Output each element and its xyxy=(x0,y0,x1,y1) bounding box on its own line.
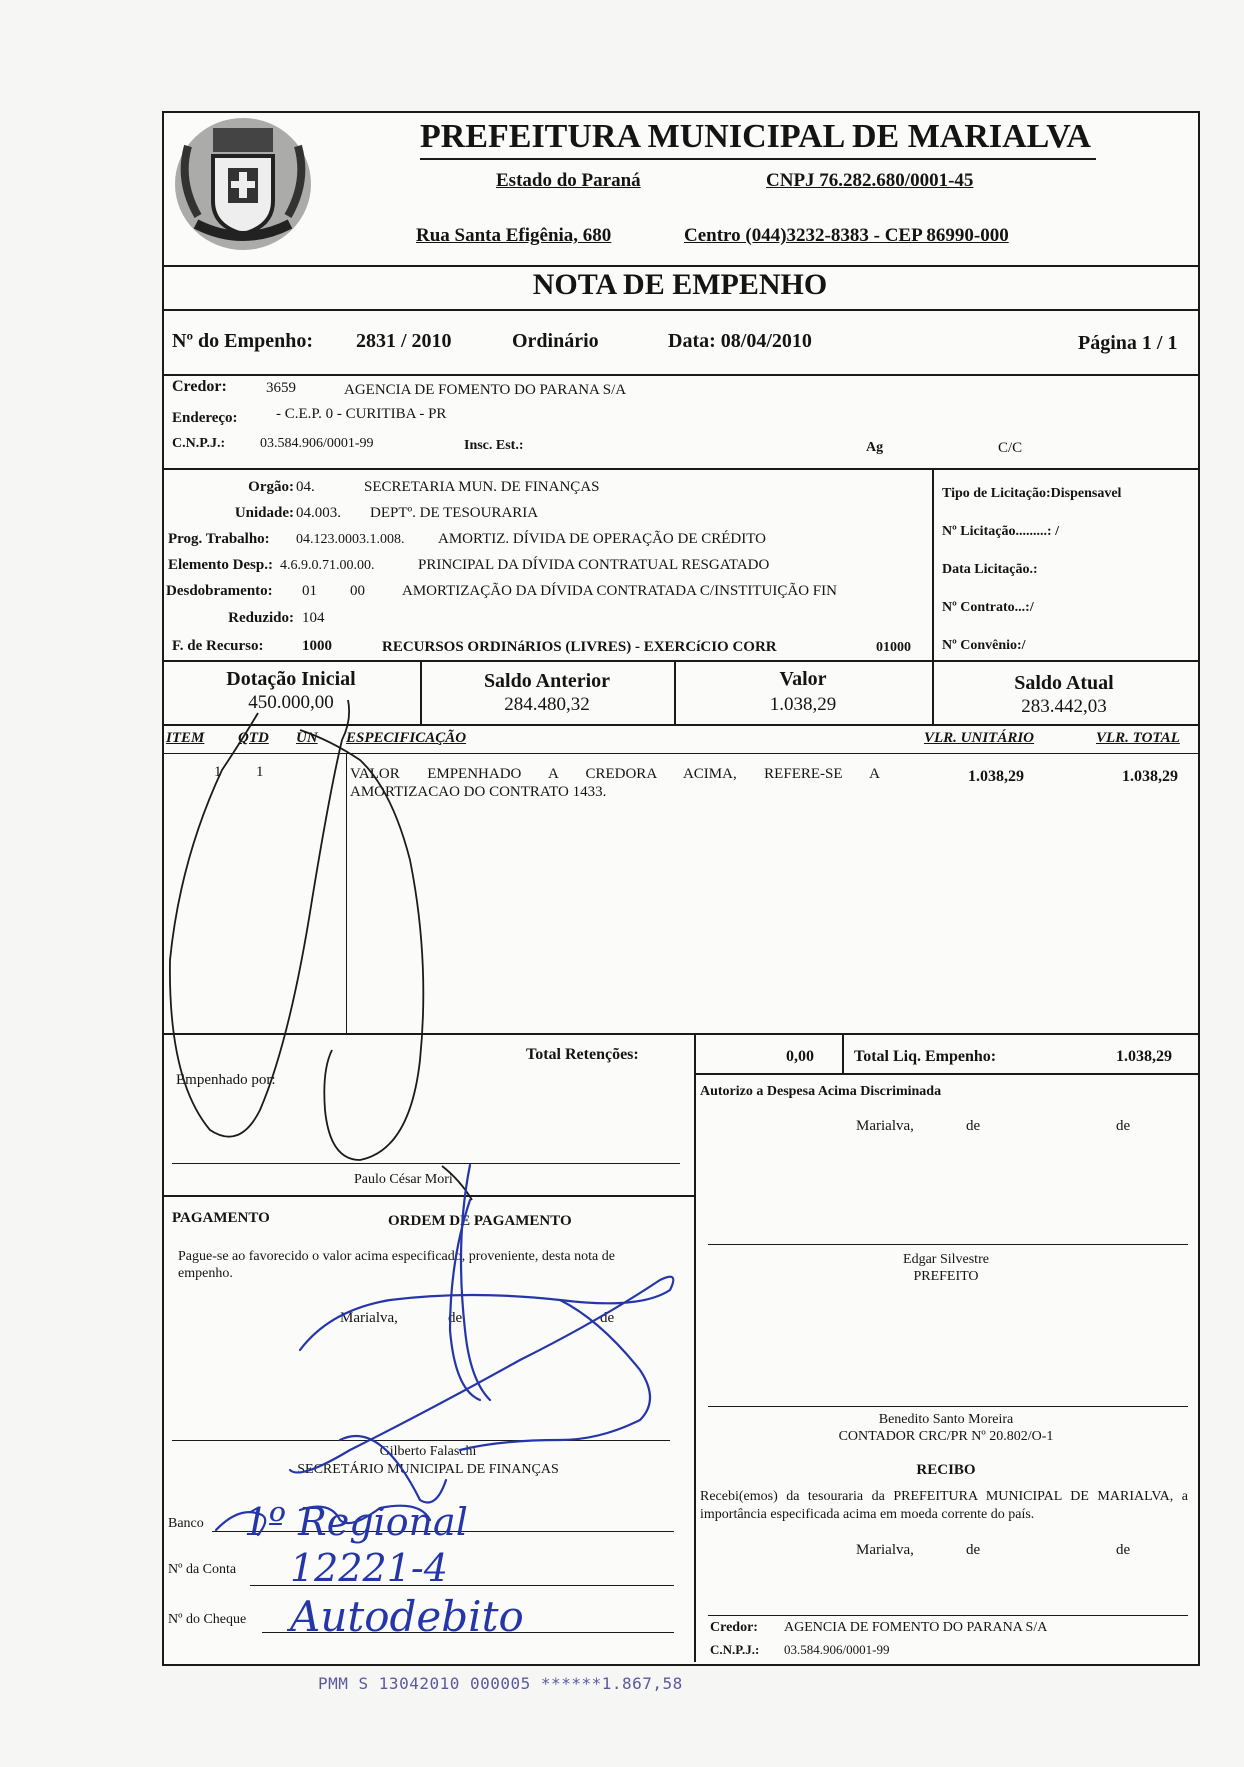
dotacao-value: 450.000,00 xyxy=(248,692,334,713)
empenho-type: Ordinário xyxy=(512,330,599,352)
saldo-anterior-value: 284.480,32 xyxy=(504,694,590,715)
page-number: Página 1 / 1 xyxy=(1078,332,1178,354)
row-especificacao-2: AMORTIZACAO DO CONTRATO 1433. xyxy=(350,784,607,800)
pagamento-de-1: de xyxy=(448,1310,463,1326)
unidade-code: 04.003. xyxy=(296,505,341,521)
elem-name: PRINCIPAL DA DÍVIDA CONTRATUAL RESGATADO xyxy=(418,557,770,573)
recurso-name: RECURSOS ORDINáRIOS (LIVRES) - EXERCíCIO CORR xyxy=(382,639,777,655)
conta-handwritten: 12221-4 xyxy=(290,1546,448,1590)
pagamento-text: Pague-se ao favorecido o valor acima especificado, proveniente, desta nota de empenho. xyxy=(178,1249,615,1281)
prefeito-role: PREFEITO xyxy=(913,1269,979,1284)
address-field-label: Endereço: xyxy=(172,410,238,426)
recibo-cnpj: 03.584.906/0001-99 xyxy=(784,1642,890,1657)
col-qtd: QTD xyxy=(238,730,269,746)
conta-label: Nº da Conta xyxy=(168,1562,237,1577)
orgao-code: 04. xyxy=(296,479,315,495)
credor-name: AGENCIA DE FOMENTO DO PARANA S/A xyxy=(344,382,627,398)
row-total: 1.038,29 xyxy=(1122,768,1178,785)
document-title: NOTA DE EMPENHO xyxy=(532,268,828,301)
row-item: 1 xyxy=(214,764,222,780)
prog-name: AMORTIZ. DÍVIDA DE OPERAÇÃO DE CRÉDITO xyxy=(438,531,766,547)
autorizo-de-1: de xyxy=(966,1118,981,1134)
cc-label: C/C xyxy=(998,440,1023,456)
retencoes-value: 0,00 xyxy=(786,1048,814,1065)
autorizo-label: Autorizo a Despesa Acima Discriminada xyxy=(700,1084,942,1099)
desd-a: 01 xyxy=(302,583,317,599)
saldo-anterior-label: Saldo Anterior xyxy=(483,670,611,692)
secretario-role: SECRETÁRIO MUNICIPAL DE FINANÇAS xyxy=(297,1462,559,1477)
elem-label: Elemento Desp.: xyxy=(168,557,273,573)
banco-label: Banco xyxy=(168,1516,204,1531)
dotacao-label: Dotação Inicial xyxy=(226,668,356,690)
recurso-code: 1000 xyxy=(302,638,332,654)
col-total: VLR. TOTAL xyxy=(1096,730,1180,746)
liquido-value: 1.038,29 xyxy=(1116,1048,1172,1065)
cheque-handwritten: Autodebito xyxy=(290,1592,524,1641)
state-label: Estado do Paraná xyxy=(496,170,641,191)
col-item: ITEM xyxy=(166,730,205,746)
licitacao-tipo: Tipo de Licitação:Dispensavel xyxy=(942,486,1122,501)
mori-name: Paulo César Mori xyxy=(354,1172,453,1187)
col-un: UN xyxy=(296,730,318,746)
credor-label: Credor: xyxy=(172,378,227,395)
recibo-text: Recebi(emos) da tesouraria da PREFEITURA MUNICIPAL DE MARIALVA, a importância especificada acima em moeda corrente do país. xyxy=(700,1489,1188,1522)
payment-stamp: PMM S 13042010 000005 ******1.867,58 xyxy=(318,1674,683,1693)
recibo-credor-label: Credor: xyxy=(710,1620,758,1635)
elem-code: 4.6.9.0.71.00.00. xyxy=(280,558,375,573)
prog-code: 04.123.0003.1.008. xyxy=(296,532,405,547)
unidade-label: Unidade: xyxy=(234,505,294,521)
cheque-label: Nº do Cheque xyxy=(168,1612,247,1627)
licitacao-convenio: Nº Convênio:/ xyxy=(942,638,1026,653)
autorizo-city: Marialva, xyxy=(856,1118,914,1134)
recibo-title: RECIBO xyxy=(916,1462,976,1478)
cnpj-label: CNPJ 76.282.680/0001-45 xyxy=(766,170,974,191)
liquido-label: Total Liq. Empenho: xyxy=(854,1048,997,1065)
credor-cnpj-label: C.N.P.J.: xyxy=(172,436,226,451)
recibo-city: Marialva, xyxy=(856,1542,914,1558)
valor-value: 1.038,29 xyxy=(769,694,837,715)
recibo-de-2: de xyxy=(1116,1542,1131,1558)
contador-role: CONTADOR CRC/PR Nº 20.802/O-1 xyxy=(838,1429,1054,1444)
pagamento-city: Marialva, xyxy=(340,1310,398,1326)
secretario-name: Gilberto Falaschi xyxy=(379,1444,477,1459)
valor-label: Valor xyxy=(779,668,827,690)
credor-address: - C.E.P. 0 - CURITIBA - PR xyxy=(276,406,447,422)
ag-label: Ag xyxy=(866,440,884,455)
saldo-atual-label: Saldo Atual xyxy=(1014,672,1114,694)
col-unitario: VLR. UNITÁRIO xyxy=(924,730,1035,746)
empenho-number: 2831 / 2010 xyxy=(356,330,452,352)
desd-b: 00 xyxy=(350,583,365,599)
reduzido-value: 104 xyxy=(302,610,325,626)
credor-cnpj: 03.584.906/0001-99 xyxy=(260,436,374,451)
contador-name: Benedito Santo Moreira xyxy=(878,1412,1014,1427)
orgao-name: SECRETARIA MUN. DE FINANÇAS xyxy=(364,479,600,495)
recibo-credor: AGENCIA DE FOMENTO DO PARANA S/A xyxy=(784,1620,1048,1635)
address-label: Centro (044)3232-8383 - CEP 86990-000 xyxy=(684,225,1009,246)
licitacao-data: Data Licitação.: xyxy=(942,562,1038,577)
recibo-cnpj-label: C.N.P.J.: xyxy=(710,1642,760,1657)
credor-code: 3659 xyxy=(266,380,296,396)
empenhado-label: Empenhado por: xyxy=(176,1072,276,1088)
insc-label: Insc. Est.: xyxy=(464,438,524,453)
blue-signature-strokes xyxy=(216,1165,673,1535)
pagamento-de-2: de xyxy=(600,1310,615,1326)
unidade-name: DEPTº. DE TESOURARIA xyxy=(370,505,539,521)
banco-handwritten: 1º Regional xyxy=(244,1500,468,1544)
licitacao-contrato: Nº Contrato...:/ xyxy=(942,600,1034,615)
reduzido-label: Reduzido: xyxy=(228,610,294,626)
autorizo-de-2: de xyxy=(1116,1118,1131,1134)
recurso-code2: 01000 xyxy=(876,640,911,655)
street-label: Rua Santa Efigênia, 680 xyxy=(416,225,612,246)
recurso-label: F. de Recurso: xyxy=(172,638,264,654)
pagamento-title: PAGAMENTO xyxy=(172,1210,270,1226)
desd-label: Desdobramento: xyxy=(166,583,273,599)
desd-name: AMORTIZAÇÃO DA DÍVIDA CONTRATADA C/INSTITUIÇÃO FIN xyxy=(402,583,837,599)
prog-label: Prog. Trabalho: xyxy=(168,531,270,547)
row-especificacao-1: VALOR EMPENHADO A CREDORA ACIMA, REFERE-SE A xyxy=(350,766,880,782)
retencoes-label: Total Retenções: xyxy=(526,1046,639,1063)
row-qtd: 1 xyxy=(256,764,264,780)
cancel-mark-strokes xyxy=(170,700,472,1200)
saldo-atual-value: 283.442,03 xyxy=(1021,696,1107,717)
ordem-pagamento-title: ORDEM DE PAGAMENTO xyxy=(388,1213,572,1229)
col-especificacao: ESPECIFICAÇÃO xyxy=(346,730,467,746)
page-title: PREFEITURA MUNICIPAL DE MARIALVA xyxy=(420,118,1091,155)
row-unitario: 1.038,29 xyxy=(968,768,1024,785)
orgao-label: Orgão: xyxy=(248,479,294,495)
empenho-date: Data: 08/04/2010 xyxy=(668,330,812,352)
prefeito-name: Edgar Silvestre xyxy=(903,1252,989,1267)
recibo-de-1: de xyxy=(966,1542,981,1558)
licitacao-numero: Nº Licitação.........: / xyxy=(942,524,1059,539)
empenho-label: Nº do Empenho: xyxy=(172,330,314,352)
